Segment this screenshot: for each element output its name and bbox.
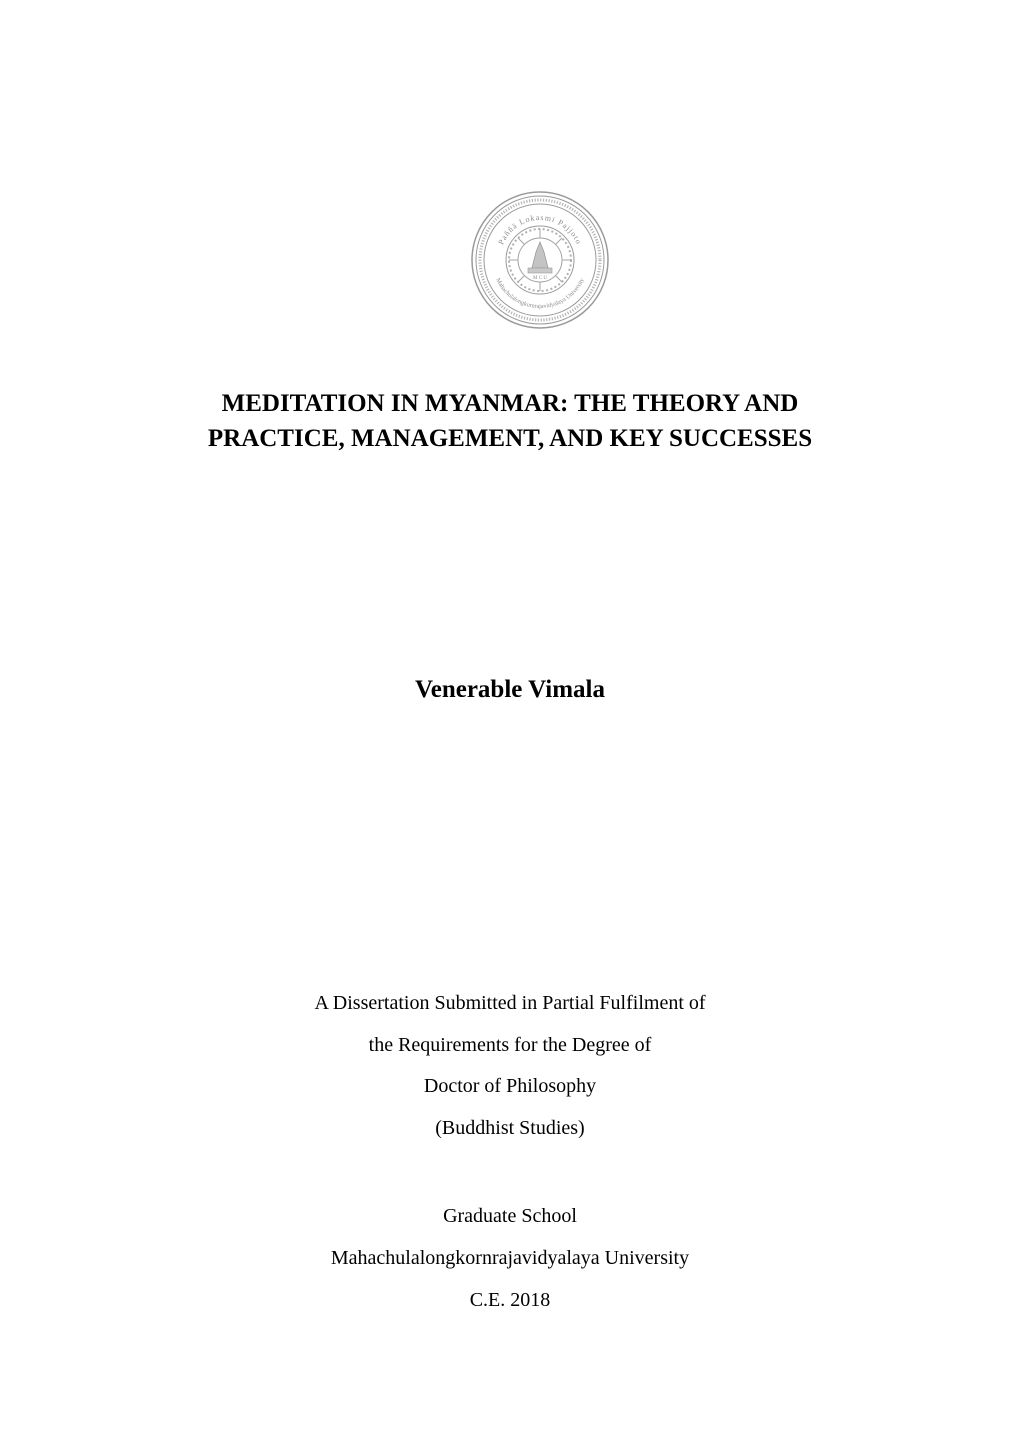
submission-line-2: the Requirements for the Degree of bbox=[368, 1034, 652, 1056]
seal-motto: Paññā Lokasmi Pajjoto bbox=[496, 212, 584, 247]
submission-line-1: A Dissertation Submitted in Partial Fulfilment of bbox=[314, 992, 706, 1014]
university-name: Mahachulalongkornrajavidyalaya University bbox=[330, 1247, 690, 1269]
seal-university-ring: Mahachulalongkornrajavidyalaya University bbox=[494, 276, 586, 311]
university-seal bbox=[470, 190, 610, 330]
svg-text:Mahachulalongkornrajavidyalaya bbox=[494, 276, 586, 310]
degree-field: (Buddhist Studies) bbox=[435, 1117, 585, 1139]
school-name: Graduate School bbox=[443, 1205, 577, 1227]
seal-center-label: M C U bbox=[533, 276, 547, 281]
title-line-2: PRACTICE, MANAGEMENT, AND KEY SUCCESSES bbox=[207, 425, 813, 452]
publication-year: C.E. 2018 bbox=[469, 1289, 551, 1311]
author-name: Venerable Vimala bbox=[414, 676, 606, 703]
title-line-1: MEDITATION IN MYANMAR: THE THEORY AND bbox=[221, 390, 799, 417]
degree-name: Doctor of Philosophy bbox=[423, 1075, 597, 1097]
